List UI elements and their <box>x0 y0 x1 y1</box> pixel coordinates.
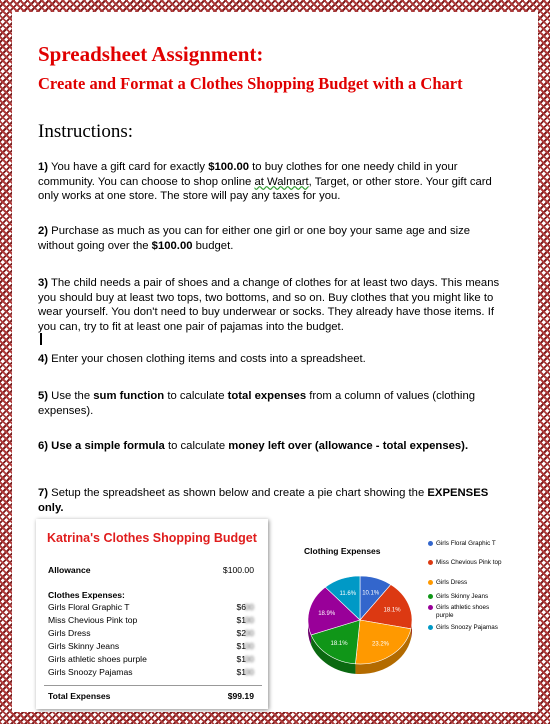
pie-chart <box>294 536 508 702</box>
step-text: You have a gift card for exactly <box>48 161 209 173</box>
step-text: budget. <box>192 239 234 252</box>
pie-slice-label: 10.1% <box>362 590 380 597</box>
budget-item-value-blurred: 00 <box>244 654 254 664</box>
expenses-heading: Clothes Expenses: <box>48 590 125 600</box>
step-1 <box>38 160 500 204</box>
budget-item-row <box>48 641 260 653</box>
step-text: to calculate <box>164 440 229 452</box>
step-3 <box>38 276 500 334</box>
total-value: $99.19 <box>227 691 254 701</box>
step-text: $100.00 <box>208 161 250 173</box>
legend-label: Girls Snoozy Pajamas <box>436 624 498 631</box>
budget-item-value: $2 <box>236 628 246 638</box>
legend-label: Girls Skinny Jeans <box>436 593 489 600</box>
step-5 <box>38 389 500 418</box>
step-text: The child needs a pair of shoes and a change of clothes for at least two days. This means you should buy at least two tops, two bottoms, and so on. Buy clothes that you might like to wear yourself. You don't need to buy underwear or socks. They already have those items. If you can, try to fit at least one pair of pajamas into the budget. <box>38 277 500 333</box>
step-text: Enter your chosen clothing items and costs into a spreadsheet. <box>48 353 366 365</box>
budget-item-label: Girls Skinny Jeans <box>48 641 120 651</box>
step-text: total expenses <box>227 390 307 402</box>
document-title: Spreadsheet Assignment: <box>38 42 264 66</box>
step-4 <box>38 352 500 367</box>
budget-item-row <box>48 654 260 666</box>
total-row <box>48 691 260 703</box>
budget-item-row <box>48 628 260 640</box>
budget-item-value-blurred: 00 <box>244 628 254 638</box>
budget-item-label: Miss Chevious Pink top <box>48 615 138 625</box>
document-subtitle: Create and Format a Clothes Shopping Budget with a Chart <box>38 74 463 93</box>
expenses-heading-row <box>48 590 260 602</box>
step-text: from a column of values (clothing expenses). <box>38 390 476 417</box>
pie-slice-label: 18.9% <box>318 610 336 617</box>
step-text: Setup the spreadsheet as shown below and create a pie chart showing the <box>48 487 428 499</box>
step-text: to buy clothes for one needy child in your community. You can choose to shop online <box>38 161 458 188</box>
step-text: at Walmart <box>254 175 309 188</box>
pie-slice-label: 18.1% <box>383 607 401 614</box>
text-cursor <box>40 333 42 345</box>
budget-item-value: $6 <box>236 602 246 612</box>
budget-item-row <box>48 667 260 679</box>
step-number: 6) <box>38 440 49 452</box>
step-number: 7) <box>38 487 49 499</box>
legend-label: Miss Chevious Pink top <box>436 559 502 566</box>
budget-item-row <box>48 615 260 627</box>
step-number: 5) <box>38 390 49 402</box>
budget-item-value-blurred: 00 <box>244 602 254 612</box>
budget-item-value: $1 <box>236 667 246 677</box>
step-text: EXPENSES only. <box>38 487 489 514</box>
chart-title: Clothing Expenses <box>304 546 381 556</box>
instructions-heading: Instructions: <box>38 121 133 142</box>
legend-label: Girls Dress <box>436 579 468 586</box>
allowance-row <box>48 565 260 577</box>
budget-item-value-blurred: 00 <box>244 615 254 625</box>
budget-item-value-blurred: 00 <box>244 641 254 651</box>
step-text: money left over (allowance - total expenses). <box>228 440 469 452</box>
step-2 <box>38 224 500 253</box>
step-number: 4) <box>38 353 49 365</box>
allowance-label: Allowance <box>48 565 91 575</box>
legend-label: Girls Floral Graphic T <box>436 540 496 547</box>
step-number: 1) <box>38 161 49 173</box>
step-text: , Target, or other store. Your gift card only works at one store. The store will pay any taxes for you. <box>38 175 492 202</box>
total-label: Total Expenses <box>48 691 111 701</box>
budget-item-label: Girls athletic shoes purple <box>48 654 147 664</box>
budget-item-row <box>48 602 260 614</box>
budget-item-value: $1 <box>236 615 246 625</box>
budget-item-value: $1 <box>236 641 246 651</box>
budget-title: Katrina's Clothes Shopping Budget <box>47 531 257 545</box>
pie-slice-label: 23.2% <box>372 641 390 648</box>
allowance-value: $100.00 <box>222 565 254 575</box>
budget-item-label: Girls Floral Graphic T <box>48 602 130 612</box>
pie-slice-label: 11.6% <box>339 590 357 597</box>
budget-table <box>36 519 268 709</box>
step-6 <box>38 439 500 454</box>
step-text: sum function <box>93 390 165 402</box>
legend-swatch <box>428 605 433 610</box>
step-7 <box>38 486 500 515</box>
legend-label: Girls athletic shoes purple <box>436 604 490 619</box>
step-number: 2) <box>38 225 49 237</box>
step-text: to calculate <box>164 390 228 402</box>
pie-slice-label: 18.1% <box>330 641 348 648</box>
step-text: Purchase as much as you can for either one girl or one boy your same age and size without going over the <box>38 225 471 252</box>
step-text: $100.00 <box>151 239 193 252</box>
legend-swatch <box>428 560 433 565</box>
step-number: 3) <box>38 277 49 289</box>
budget-item-value: $1 <box>236 654 246 664</box>
legend-swatch <box>428 594 433 599</box>
step-text: Use the <box>48 390 94 402</box>
table-divider <box>44 685 262 686</box>
budget-item-label: Girls Dress <box>48 628 91 638</box>
legend-swatch <box>428 625 433 630</box>
legend-swatch <box>428 580 433 585</box>
pie-chart-svg <box>294 558 428 698</box>
legend-swatch <box>428 541 433 546</box>
budget-item-label: Girls Snoozy Pajamas <box>48 667 133 677</box>
step-text: Use a simple formula <box>48 440 165 452</box>
budget-item-value-blurred: 00 <box>244 667 254 677</box>
